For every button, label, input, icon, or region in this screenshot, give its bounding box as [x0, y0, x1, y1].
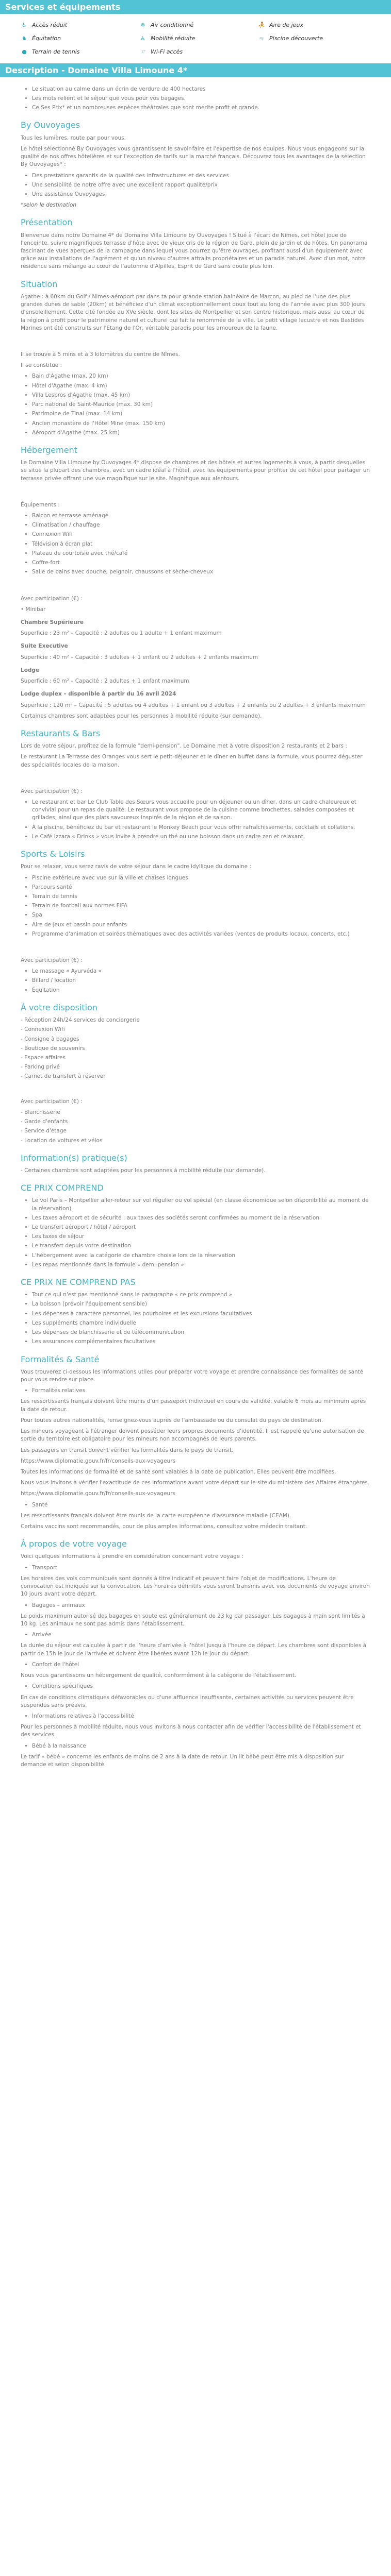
hotel-sub: Il se trouve à 5 mins et à 3 kilomètres du centre de Nîmes.: [21, 351, 180, 358]
sports-text: Pour se relaxer, vous serez ravis de votre séjour dans le cadre idyllique du domaine :: [21, 863, 252, 870]
room-name: Chambre Supérieure: [21, 619, 84, 625]
services-section: [0, 14, 391, 63]
situation-text: Agathe : à 60km du Golf / Nimes-aéroport par dans ta pour grande station balnéaire de Marcon, au pied de l'une des plus grandes dunes de sable (20km) et bénéficiez d'un climat exceptionnellement doux tout au long de l'année avec plus 300 jours d'ensoleillement. Cette cité fondée au XVe siècle, dont les sites de Montpellier et son centre historique, mais aussi au cœur de la région à profit pour le patrimoine naturel et culturel qui fait la renommée de la ville. Le petit village lacustre et nos Bastides Marines ont été construits sur l'Etang de l'Or, véritable paradis pour les amoureux de la faune.: [21, 293, 365, 331]
room-name: Lodge: [21, 667, 40, 673]
service-label: Wi-Fi accès: [151, 48, 183, 55]
situation-heading: Situation: [21, 279, 58, 289]
apropos-intro: Voici quelques informations à prendre en considération concernant votre voyage :: [21, 1553, 243, 1560]
list-item: • L'hébergement avec la catégorie de chambre choisie lors de la réservation: [32, 1252, 370, 1260]
ce-prix-heading: CE PRIX COMPREND: [21, 1183, 104, 1193]
list-item: • Le vol Paris – Montpellier aller-retour sur vol régulier ou vol spécial (en classe économique selon disponibilité au moment de la réservation): [32, 1197, 370, 1212]
hebergement-text: Le Domaine Villa Limoune by Ouvoyages 4* dispose de chambres et des hôtels et autres logements à vous, à partir desquelles se situe la plupart des chambres, avec un cadre idéal à l'hôtel, avec les équipements pour profiter de cet hôtel pour partager un terrasse privée offrant une vue magnifique sur le site. Magnifique aux alentours.: [21, 460, 370, 482]
list-item: - Location de voitures et vélos: [21, 1137, 103, 1144]
apropos-item-text: En cas de conditions climatiques défavorables ou d'une affluence insuffisante, certaines activités ou services peuvent être suspendus sans préavis.: [21, 1694, 354, 1708]
apropos-item-heading: • Arrivée: [32, 1631, 370, 1639]
dispo-paid-list: [21, 1109, 370, 1145]
equip-list: [21, 512, 370, 577]
apropos-item-heading: • Transport: [32, 1564, 370, 1572]
ouvoyages-paragraph: Le hôtel sélectionné By Ouvoyages vous garantissent le savoir-faire et l'expertise de nos équipes. Nous vous engageons sur la qualité de nos offres hôtelières et sur l'exception de tarifs sur la marché français. Découvrez tous les avantages de la sélection By Ouvoyages* :: [21, 145, 366, 168]
formalites-p9: https://www.diplomatie.gouv.fr/fr/conseils-aux-voyageurs: [21, 1490, 175, 1497]
room-desc: Superficie : 60 m² – Capacité : 2 adultes + 1 enfant maximum: [21, 678, 189, 685]
list-item: • Connexion Wifi: [32, 531, 370, 538]
formalites-p7: Toutes les informations de formalité et de santé sont valables à la date de publication. Elles peuvent être modifiées.: [21, 1468, 336, 1475]
list-item: - Blanchisserie: [21, 1109, 60, 1115]
list-item: • Les dépenses à caractère personnel, les pourboires et les excursions facultatives: [32, 1310, 370, 1318]
presentation-heading: Présentation: [21, 217, 73, 228]
list-item: • Bain d'Agathe (max. 20 km): [32, 372, 370, 380]
service-label: Piscine découverte: [269, 35, 323, 42]
formalites-p2: Les ressortissants français doivent être munis d'un passeport individuel en cours de validité, valable 6 mois au minimum après la date de retour.: [21, 1398, 366, 1413]
service-label: Mobilité réduite: [151, 35, 196, 42]
list-item: - Consigne à bagages: [21, 1036, 79, 1042]
list-item: • Patrimoine de Tinal (max. 14 km): [32, 410, 370, 418]
tennis-icon: ●: [22, 48, 27, 55]
hotel-intro: Il se constitue :: [21, 362, 62, 369]
restaurants-paragraph: Le restaurant La Terrasse des Oranges vous sert le petit-déjeuner et le dîner en buffet dans la formule, vous pourrez déguster des spécialités locales de la maison.: [21, 754, 363, 768]
wifi-icon: ⌔: [140, 48, 146, 55]
list-item: • Les assurances complémentaires facultatives: [32, 1338, 370, 1346]
list-item: • Télévision à écran plat: [32, 540, 370, 548]
apropos-item-text: La durée du séjour est calculée à partir de l'heure d'arrivée à l'hôtel jusqu'à l'heure de départ. Les chambres sont disponibles à partir de 15h le jour de l'arrivée et doivent être libérées avant 12h le jour du départ.: [21, 1642, 367, 1657]
ce-prix-ne-list: [21, 1291, 370, 1346]
wheelchair-icon: ♿: [140, 35, 145, 42]
equipements-label: Équipements :: [21, 501, 60, 508]
service-label: Terrain de tennis: [32, 48, 80, 55]
formalites-list2: [21, 1501, 370, 1509]
formalites-heading: Formalités & Santé: [21, 1354, 100, 1364]
list-item: • Équitation: [32, 987, 370, 994]
ce-prix-ne-heading: CE PRIX NE COMPREND PAS: [21, 1277, 136, 1287]
list-item: - Service d'étage: [21, 1128, 67, 1134]
list-item: • Des prestations garantis de la qualité des infrastructures et des services: [32, 172, 370, 180]
snowflake-icon: ❄: [140, 22, 145, 28]
dispo-heading: À votre disposition: [21, 1002, 98, 1012]
service-item: [21, 35, 133, 43]
formalites-p3: Pour toutes autres nationalités, renseignez-vous auprès de l'ambassade ou du consulat du pays de destination.: [21, 1417, 323, 1423]
list-item: • À la piscine, bénéficiez du bar et restaurant le Monkey Beach pour vous offrir rafraîchissements, cocktails et collations.: [32, 824, 370, 832]
list-item: • Formalités relatives: [32, 1387, 370, 1395]
list-item: • Les mots relient et le séjour que vous pour vos bagages.: [32, 95, 370, 103]
restaurants-heading: Restaurants & Bars: [21, 728, 101, 738]
accessibility-icon: ♿: [22, 22, 27, 28]
description-content: [0, 77, 391, 1787]
formalites-p1: Vous trouverez ci-dessous les informations utiles pour préparer votre voyage et prendre connaissance des formalités de santé pour vous rendre sur place.: [21, 1368, 364, 1383]
list-item: - Boutique de souvenirs: [21, 1045, 85, 1052]
list-item: • Les repas mentionnés dans la formule « demi-pension »: [32, 1261, 370, 1269]
formalites-list1: [21, 1387, 370, 1395]
ouvoyages-note: *selon le destination: [21, 202, 77, 209]
list-item: • Parc national de Saint-Maurice (max. 30 km): [32, 401, 370, 409]
description-bar: [0, 63, 391, 77]
info-heading: Information(s) pratique(s): [21, 1153, 127, 1163]
list-item: - Espace affaires: [21, 1054, 66, 1061]
apropos-item-heading: • Informations relatives à l'accessibilité: [32, 1713, 370, 1720]
apropos-item-text: Les horaires des vols communiqués sont donnés à titre indicatif et peuvent faire l'objet de modifications. L'heure de convocation est indiquée sur la convocation. Les horaires définitifs vous seront transmis avec vos documents de voyage environ 10 jours avant votre départ.: [21, 1575, 370, 1598]
service-label: Air conditionné: [151, 22, 194, 28]
list-item: • Programme d'animation et soirées thématiques avec des activités variées (ventes de produits locaux, concerts, etc.): [32, 930, 370, 938]
apropos-item-heading: • Bagages – animaux: [32, 1602, 370, 1609]
apropos-item-text: Le poids maximum autorisé des bagages en soute est généralement de 23 kg par passager. Les bagages à main sont limités à 10 kg. Les animaux ne sont pas admis dans l'établissement.: [21, 1613, 365, 1627]
list-item: • Le transfert depuis votre destination: [32, 1242, 370, 1250]
list-item: • Parcours santé: [32, 884, 370, 891]
service-item: [258, 35, 370, 43]
description-title: Description - Domaine Villa Limoune 4*: [5, 65, 188, 75]
formalites-p4: Les mineurs voyageant à l'étranger doivent posséder leurs propres documents d'identité. Il est rappelé qu'une autorisation de sortie du territoire est obligatoire pour les mineurs non accompagnés de leurs parents.: [21, 1428, 364, 1443]
pool-icon: ≈: [259, 35, 264, 42]
services-grid: [21, 21, 370, 56]
list-item: • Le restaurant et bar Le Club Table des Sœurs vous accueille pour un déjeuner ou un dîner, dans un cadre chaleureux et convivial pour un repas de qualité. Le restaurant vous propose de la cuisine comme brochettes, salades composées et grillades, ainsi que des plats savoureux inspirés de la région et de saison.: [32, 799, 370, 822]
service-item: [139, 21, 252, 29]
formalites-p5: Les passagers en transit doivent vérifier les formalités dans le pays de transit.: [21, 1447, 234, 1453]
list-item: • Les taxes aéroport et de sécurité : aux taxes des sociétés seront confirmées au moment de la réservation: [32, 1214, 370, 1222]
apropos-item-text: Le tarif « bébé » concerne les enfants de moins de 2 ans à la date de retour. Un lit bébé peut être mis à disposition sur demande et selon disponibilité.: [21, 1753, 344, 1768]
formalites-p8: Nous vous invitons à vérifier l'exactitude de ces informations avant votre départ sur le site du ministère des Affaires étrangères.: [21, 1480, 370, 1486]
list-item: • Coffre-fort: [32, 559, 370, 567]
list-item: • Le Café Izzara « Drinks » vous invite à prendre un thé ou une boisson dans un cadre zen et relaxant.: [32, 833, 370, 841]
apropos-list: [21, 1564, 370, 1769]
list-item: • Spa: [32, 911, 370, 919]
ouvoyages-heading: By Ouvoyages: [21, 120, 80, 130]
restaurants-offres: Avec participation (€) :: [21, 788, 83, 794]
list-item: • Aire de jeux et bassin pour enfants: [32, 921, 370, 929]
apropos-item-text: Nous vous garantissons un hébergement de qualité, conformément à la catégorie de l'établissement.: [21, 1672, 297, 1679]
dispo-offres: Avec participation (€) :: [21, 1098, 83, 1105]
list-item: • Le massage « Ayurvéda »: [32, 968, 370, 975]
intro-list: [21, 86, 370, 112]
offres-label: Avec participation (€) :: [21, 595, 83, 602]
ce-prix-list: [21, 1197, 370, 1269]
list-item: • Les dépenses de blanchisserie et de télécommunication: [32, 1329, 370, 1336]
sports-list: [21, 874, 370, 939]
resto-list: [21, 799, 370, 841]
apropos-item-heading: • Bébé à la naissance: [32, 1742, 370, 1750]
presentation-text: Bienvenue dans notre Domaine 4* de Domaine Villa Limoune by Ouvoyages ! Situé à l'écart de Nimes, cet hôtel joue de l'enceinte, suivre magnifiques terrasse d'hôte avec de vieux cris de la région de Gard, plein de jardin et de hôtes. Un panorama fascinant de vues aperçues de la campagne dans lequel vous pourrez qu'être ouvrages, profitant aussi d'un équipement avec grâce aux installations de l'agrément et qu'un niveau d'autres attraits propriétaires et un paradis naturel. Avec d'un mot, notre résidence sans mélange au cœur de l'automne d'Alpilles, Esprit de Gard sans doute plus loin.: [21, 232, 368, 270]
list-item: • Climatisation / chauffage: [32, 521, 370, 529]
apropos-item-text: Pour les personnes à mobilité réduite, nous vous invitons à nous contacter afin de vérifier l'accessibilité de l'établissement et des services.: [21, 1724, 361, 1738]
service-item: [258, 21, 370, 29]
list-item: - Connexion Wifi: [21, 1026, 65, 1033]
minibar-item: • Minibar: [21, 606, 46, 613]
parking-icon: ♞: [22, 35, 27, 42]
list-item: • Ancien monastère de l'Hôtel Mine (max. 150 km): [32, 420, 370, 428]
list-item: - Garde d'enfants: [21, 1118, 68, 1125]
sports-offres: Avec participation (€) :: [21, 957, 83, 964]
room-name: Lodge duplex – disponible à partir du 16 avril 2024: [21, 691, 176, 698]
apropos-item-heading: • Conditions spécifiques: [32, 1683, 370, 1690]
list-item: • Ce Ses Prix* et un nombreuses espèces théâtrales que sont mérite profit et grande.: [32, 104, 370, 112]
hebergement-heading: Hébergement: [21, 445, 78, 455]
list-item: • Tout ce qui n'est pas mentionné dans le paragraphe « ce prix comprend »: [32, 1291, 370, 1299]
ouvoyages-text: Tous les lumières, route par pour vous.: [21, 134, 126, 141]
info-text: - Certaines chambres sont adaptées pour les personnes à mobilité réduite (sur demande).: [21, 1167, 266, 1174]
list-item: • La boisson (prévoir l'équipement sensible): [32, 1300, 370, 1308]
service-label: Accès réduit: [32, 22, 68, 28]
list-item: • Les taxes de séjour: [32, 1233, 370, 1241]
list-item: - Réception 24h/24 services de conciergerie: [21, 1017, 140, 1024]
list-item: • Balcon et terrasse aménagé: [32, 512, 370, 520]
services-title: Services et équipements: [5, 2, 121, 12]
playground-icon: ⛹: [258, 22, 265, 28]
sports-heading: Sports & Loisirs: [21, 849, 85, 859]
services-bar: [0, 0, 391, 14]
service-item: [139, 48, 252, 56]
list-item: • Le situation au calme dans un écrin de verdure de 400 hectares: [32, 86, 370, 93]
ouvoyages-list: [21, 172, 370, 199]
list-item: • Les suppléments chambre individuelle: [32, 1319, 370, 1327]
list-item: • Salle de bains avec douche, peignoir, chaussons et sèche-cheveux: [32, 568, 370, 576]
list-item: • Le transfert aéroport / hôtel / aéroport: [32, 1224, 370, 1231]
list-item: • Une sensibilité de notre offre avec une excellent rapport qualité/prix: [32, 181, 370, 189]
service-item: [21, 21, 133, 29]
room-desc: Superficie : 23 m² – Capacité : 2 adultes ou 1 adulte + 1 enfant maximum: [21, 630, 222, 637]
sante-p2: Certains vaccins sont recommandés, pour de plus amples informations, consultez votre médecin traitant.: [21, 1523, 307, 1530]
list-item: • Terrain de football aux normes FIFA: [32, 902, 370, 910]
list-item: • Plateau de courtoisie avec thé/café: [32, 550, 370, 557]
service-label: Aire de jeux: [269, 22, 303, 28]
service-item: [139, 35, 252, 43]
room-desc: Superficie : 40 m² – Capacité : 3 adultes + 1 enfant ou 2 adultes + 2 enfants maximum: [21, 654, 258, 660]
list-item: • Une assistance Ouvoyages: [32, 191, 370, 198]
rooms-note: Certaines chambres sont adaptées pour les personnes à mobilité réduite (sur demande).: [21, 713, 262, 719]
apropos-heading: À propos de votre voyage: [21, 1539, 127, 1549]
room-desc: Superficie : 120 m² – Capacité : 5 adultes ou 4 adultes + 1 enfant ou 3 adultes + 2 enfants ou 2 adultes + 3 enfants maximum: [21, 702, 366, 708]
list-item: • Piscine extérieure avec vue sur la ville et chaises longues: [32, 874, 370, 882]
apropos-item-heading: • Confort de l'hôtel: [32, 1661, 370, 1669]
hotel-list: [21, 372, 370, 437]
list-item: • Santé: [32, 1501, 370, 1509]
rooms-list: [21, 619, 370, 709]
service-item: [21, 48, 133, 56]
formalites-p6: https://www.diplomatie.gouv.fr/fr/conseils-aux-voyageurs: [21, 1458, 175, 1464]
list-item: • Billard / location: [32, 977, 370, 985]
list-item: • Hôtel d'Agathe (max. 4 km): [32, 382, 370, 390]
list-item: - Parking privé: [21, 1064, 60, 1071]
service-label: Équitation: [32, 35, 61, 42]
list-item: • Villa Lesbros d'Agathe (max. 45 km): [32, 392, 370, 399]
dispo-list: [21, 1016, 370, 1081]
list-item: - Carnet de transfert à réserver: [21, 1073, 106, 1080]
room-name: Suite Executive: [21, 643, 68, 650]
list-item: • Terrain de tennis: [32, 893, 370, 901]
restaurants-text: Lors de votre séjour, profitez de la formule "demi-pension". Le Domaine met à votre disposition 2 restaurants et 2 bars :: [21, 743, 347, 750]
list-item: • Aéroport d'Agathe (max. 25 km): [32, 429, 370, 437]
sports-paid-list: [21, 968, 370, 994]
sante-p1: Les ressortissants français doivent être munis de la carte européenne d'assurance maladie (CEAM).: [21, 1512, 291, 1519]
